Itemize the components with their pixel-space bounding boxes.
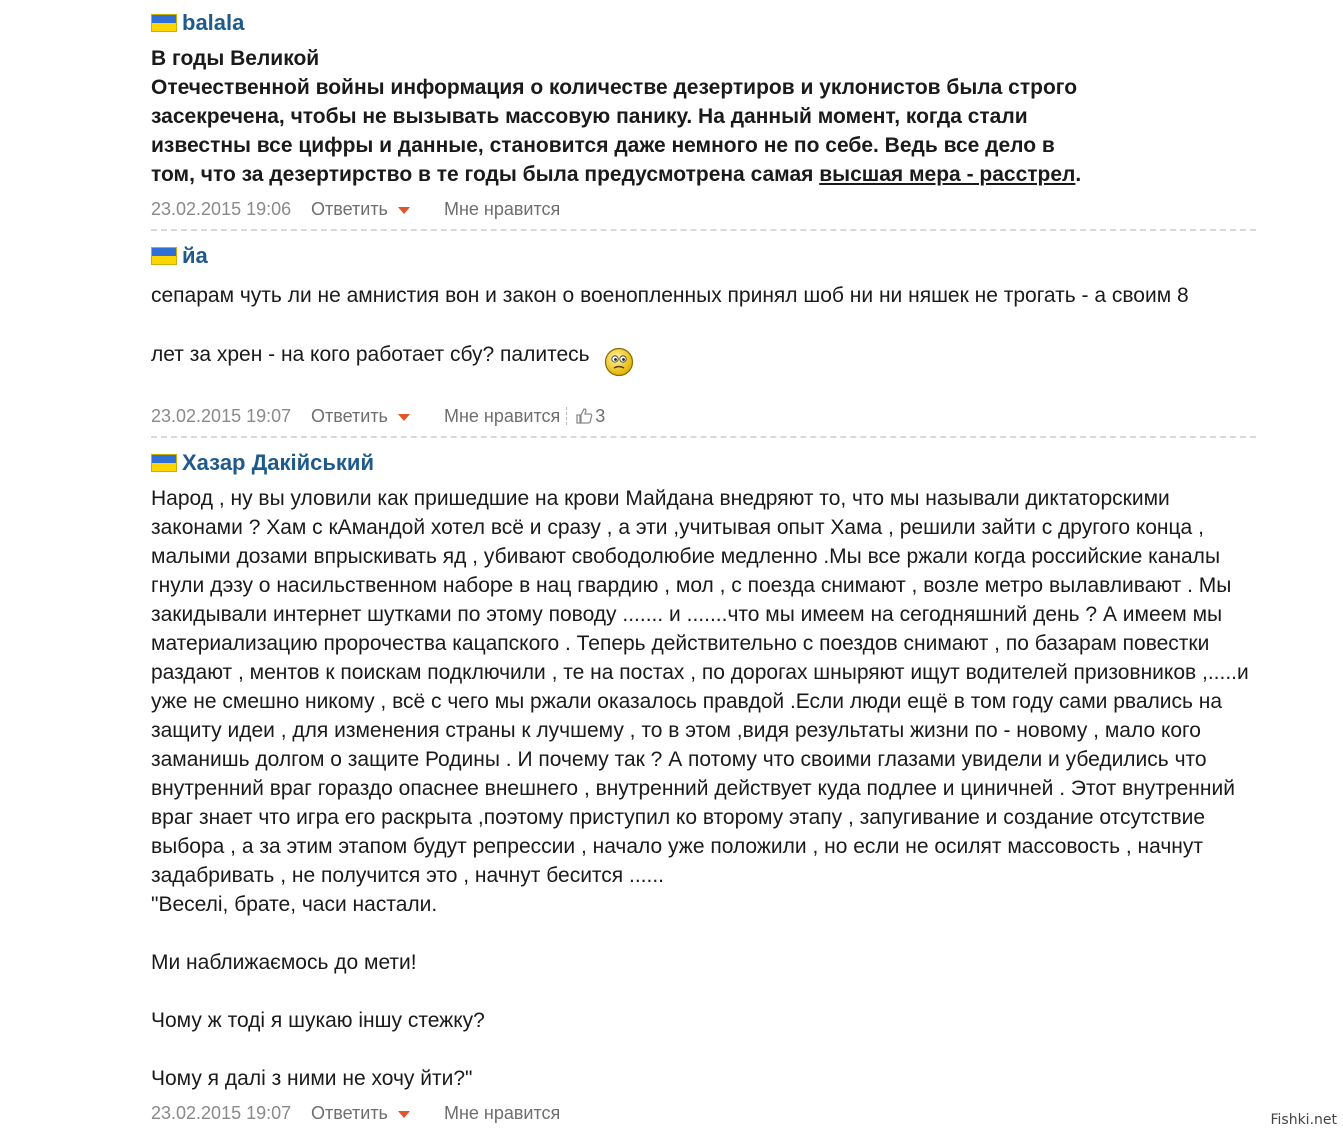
reply-button[interactable] [311,1103,410,1124]
dropdown-arrow-icon [398,414,410,421]
like-button[interactable]: Мне нравится [443,405,561,426]
ukraine-flag-icon [151,14,177,32]
ukraine-flag-icon [151,247,177,265]
comment-meta [151,1093,1256,1133]
comment-text-part: . [1075,163,1082,186]
reply-label: Ответить [311,405,388,426]
comment-text-part: сепарам чуть ли не амнистия вон и закон о военопленных принял шоб ни ни няшек не трогать - а своим 8 лет за хрен - на кого работает сбу? палитесь [151,284,1189,367]
comment [151,229,1256,436]
comment [151,0,1256,229]
comment-date: 23.02.2015 19:06 [151,198,292,219]
dropdown-arrow-icon [398,207,410,214]
author-name[interactable]: йа [182,243,208,268]
comment-header [151,448,1256,478]
reply-button[interactable] [311,406,410,427]
divider [566,407,569,425]
comments-list [151,0,1256,1133]
like-button[interactable]: Мне нравится [443,1102,561,1123]
reply-label: Ответить [311,198,388,219]
like-count: 3 [595,405,606,426]
ukraine-flag-icon [151,454,177,472]
comment-text: Народ , ну вы уловили как пришедшие на крови Майдана внедряют то, что мы называли диктаторскими законами ? Хам с кАмандой хотел всё и сразу , а эти ,учитывая опыт Хама , решили зайти с другого конца , малыми дозами впрыскивать яд , убивают свободолюбие медленно .Мы все ржали когда российские каналы гнули дэзу о насильственном наборе в нац гвардию , мол , с поезда снимают , возле метро вылавливают . Мы закидывали интернет шутками по этому поводу ....... и .......что мы имеем на сегодняшний день ? А имеем мы материализацию пророчества кацапского . Теперь действительно с поездов снимают , по базарам повестки раздают , ментов к поискам подключили , те на постах , по дорогах шныряют ищут водителей призовников ,.....и уже не смешно никому , всё с чего мы ржали оказалось правдой .Если люди ещё в том году сами рвались на защиту идеи , для изменения страны к лучшему , то в этом ,видя результаты жизни по - новому , мало кого заманишь долгом о защите Родины . И почему так ? А потому что своими глазами увидели и убедились что внутренний враг гораздо опаснее внешнего , внутренний действует куда подлее и циничней . Этот внутренний враг знает что игра его раскрыта ,поэтому приступил ко второму этапу , запугивание и создание отсутствие выбора , а за этим этапом будут репрессии , начало уже положили , но если не осилят массовость , начнут задабривать , не получится это , начнут бесится ...... "Веселі, брате, часи настали. Ми наближаємось до мети! Чому ж тоді я шукаю іншу стежку? Чому я далі з ними не хочу йти?" [151,487,1249,1090]
thumbs-up-icon[interactable] [575,407,593,425]
reply-label: Ответить [311,1102,388,1123]
comment-header [151,8,1256,38]
author-name[interactable]: Хазар Дакійський [182,450,374,475]
like-button[interactable]: Мне нравится [443,198,561,219]
dropdown-arrow-icon [398,1111,410,1118]
watermark: Fishki.net [1270,1112,1337,1128]
comment [151,436,1256,1133]
smiley-icon [604,309,634,390]
comment-text [151,44,1091,189]
comment-meta [151,396,1256,436]
comment-text-part: В годы Великой Отечественной войны информация о количестве дезертиров и уклонистов была строго засекречена, чтобы не вызывать массовую панику. На данный момент, когда стали известны все цифры и данные, становится даже немного не по себе. Ведь все дело в том, что за дезертирство в те годы была предусмотрена самая [151,47,1078,186]
author-name[interactable]: balala [182,10,245,35]
comment-link[interactable]: высшая мера - расстрел [819,163,1076,186]
comment-date: 23.02.2015 19:07 [151,405,292,426]
comment-meta [151,189,1256,229]
comment-text [151,277,1211,396]
comment-header [151,241,1256,271]
reply-button[interactable] [311,199,410,220]
comment-date: 23.02.2015 19:07 [151,1102,292,1123]
